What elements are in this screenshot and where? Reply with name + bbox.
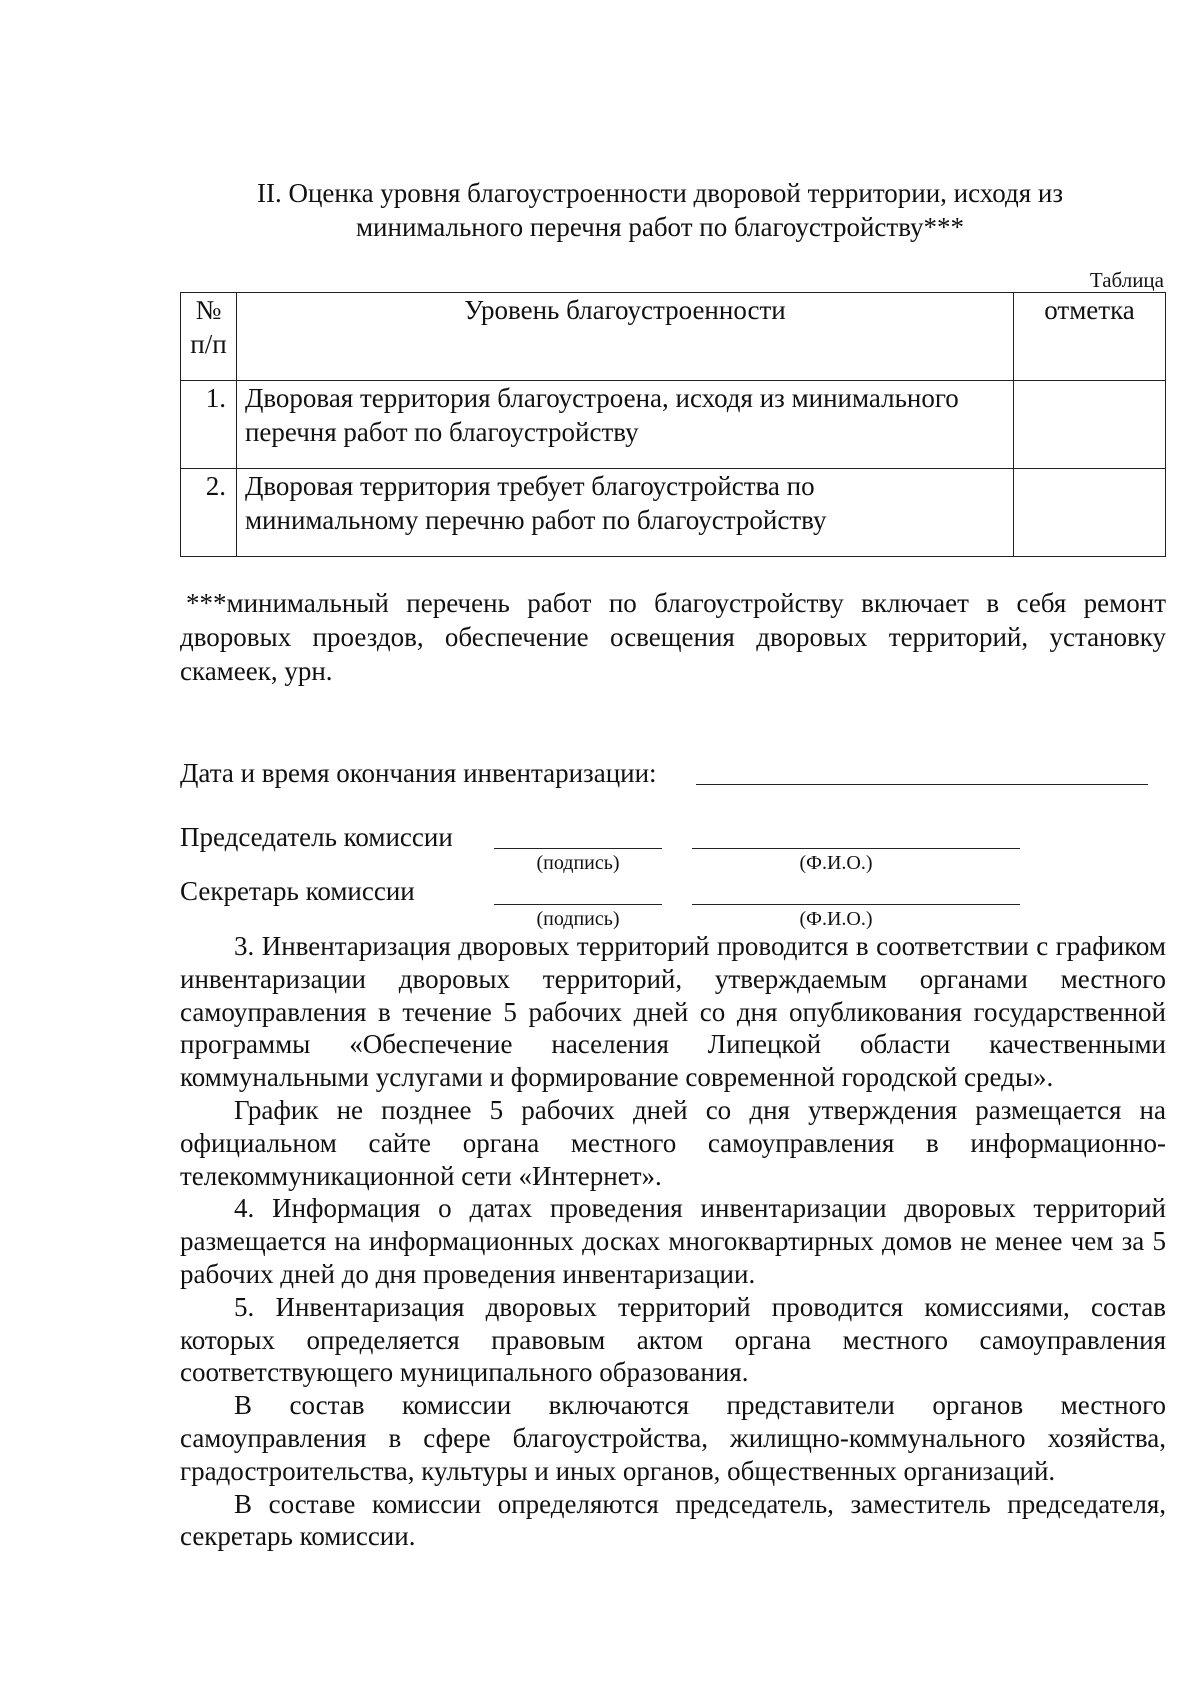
row-level — [236, 469, 1013, 557]
row-level — [236, 381, 1013, 469]
row-mark-cell[interactable] — [1014, 469, 1166, 557]
row-mark-cell[interactable] — [1014, 381, 1166, 469]
chairman-label: Председатель комиссии — [180, 822, 453, 852]
row-level-line-2: минимальному перечню работ по благоустройству — [244, 505, 827, 535]
secretary-name-caption: (Ф.И.О.) — [799, 908, 873, 930]
secretary-label: Секретарь комиссии — [180, 876, 415, 906]
end-date-label: Дата и время окончания инвентаризации: — [180, 758, 657, 788]
paragraph-5: 5. Инвентаризация дворовых территорий проводится комиссиями, состав которых определяется правовым актом органа местного самоуправления соответствующего муниципального образования. — [180, 1291, 1166, 1388]
section-title-line-1: II. Оценка уровня благоустроенности дворовой территории, исходя из — [257, 178, 1063, 208]
section-title — [180, 176, 1140, 244]
table-header-row — [181, 293, 1166, 381]
row-number: 1. — [181, 381, 237, 469]
paragraph-commission-members: В состав комиссии включаются представители органов местного самоуправления в сфере благоустройства, жилищно-коммунального хозяйства, градостроительства, культуры и иных органов, общественных организаций. — [180, 1390, 1166, 1486]
paragraph-4: 4. Информация о датах проведения инвентаризации дворовых территорий размещается на информационных досках многоквартирных домов не менее чем за 5 рабочих дней до дня проведения инвентаризации. — [180, 1193, 1166, 1289]
chairman-name-field[interactable] — [692, 848, 1020, 849]
row-level-line-1: Дворовая территория требует благоустройства по — [244, 471, 815, 501]
table-row — [181, 469, 1166, 557]
improvement-level-table — [180, 292, 1166, 557]
footnote: ***минимальный перечень работ по благоустройству включает в себя ремонт дворовых проездов, обеспечение освещения дворовых территорий, установку скамеек, урн. — [180, 588, 1166, 686]
chairman-signature-caption: (подпись) — [536, 852, 620, 874]
header-number-line-2: п/п — [190, 329, 227, 359]
secretary-name-field[interactable] — [692, 904, 1020, 905]
table-row — [181, 381, 1166, 469]
row-number: 2. — [181, 469, 237, 557]
secretary-signature-caption: (подпись) — [536, 908, 620, 930]
chairman-signature-field[interactable] — [494, 848, 662, 849]
paragraph-3: 3. Инвентаризация дворовых территорий проводится в соответствии с графиком инвентаризации дворовых территорий, утверждаемым органами местного самоуправления в течение 5 рабочих дней со дня опубликования государственной программы «Обеспечение населения Липецкой области качественными коммунальными услугами и формирование современной городской среды». — [180, 931, 1166, 1093]
row-level-line-1: Дворовая территория благоустроена, исходя из минимального — [244, 383, 959, 413]
chairman-name-caption: (Ф.И.О.) — [799, 852, 873, 874]
header-number-line-1: № — [195, 295, 222, 325]
paragraph-commission-roles: В составе комиссии определяются председатель, заместитель председателя, секретарь комиссии. — [180, 1488, 1166, 1552]
end-date-field[interactable] — [696, 784, 1148, 785]
table-caption: Таблица — [1089, 268, 1164, 292]
secretary-signature-field[interactable] — [494, 904, 662, 905]
paragraph-schedule: График не позднее 5 рабочих дней со дня утверждения размещается на официальном сайте органа местного самоуправления в информационно-телекоммуникационной сети «Интернет». — [180, 1094, 1166, 1191]
section-title-line-2: минимального перечня работ по благоустройству*** — [355, 212, 965, 242]
body-text — [180, 930, 1166, 1553]
header-mark: отметка — [1014, 293, 1166, 381]
row-level-line-2: перечня работ по благоустройству — [244, 417, 639, 447]
header-number — [181, 293, 237, 381]
header-level: Уровень благоустроенности — [236, 293, 1013, 381]
